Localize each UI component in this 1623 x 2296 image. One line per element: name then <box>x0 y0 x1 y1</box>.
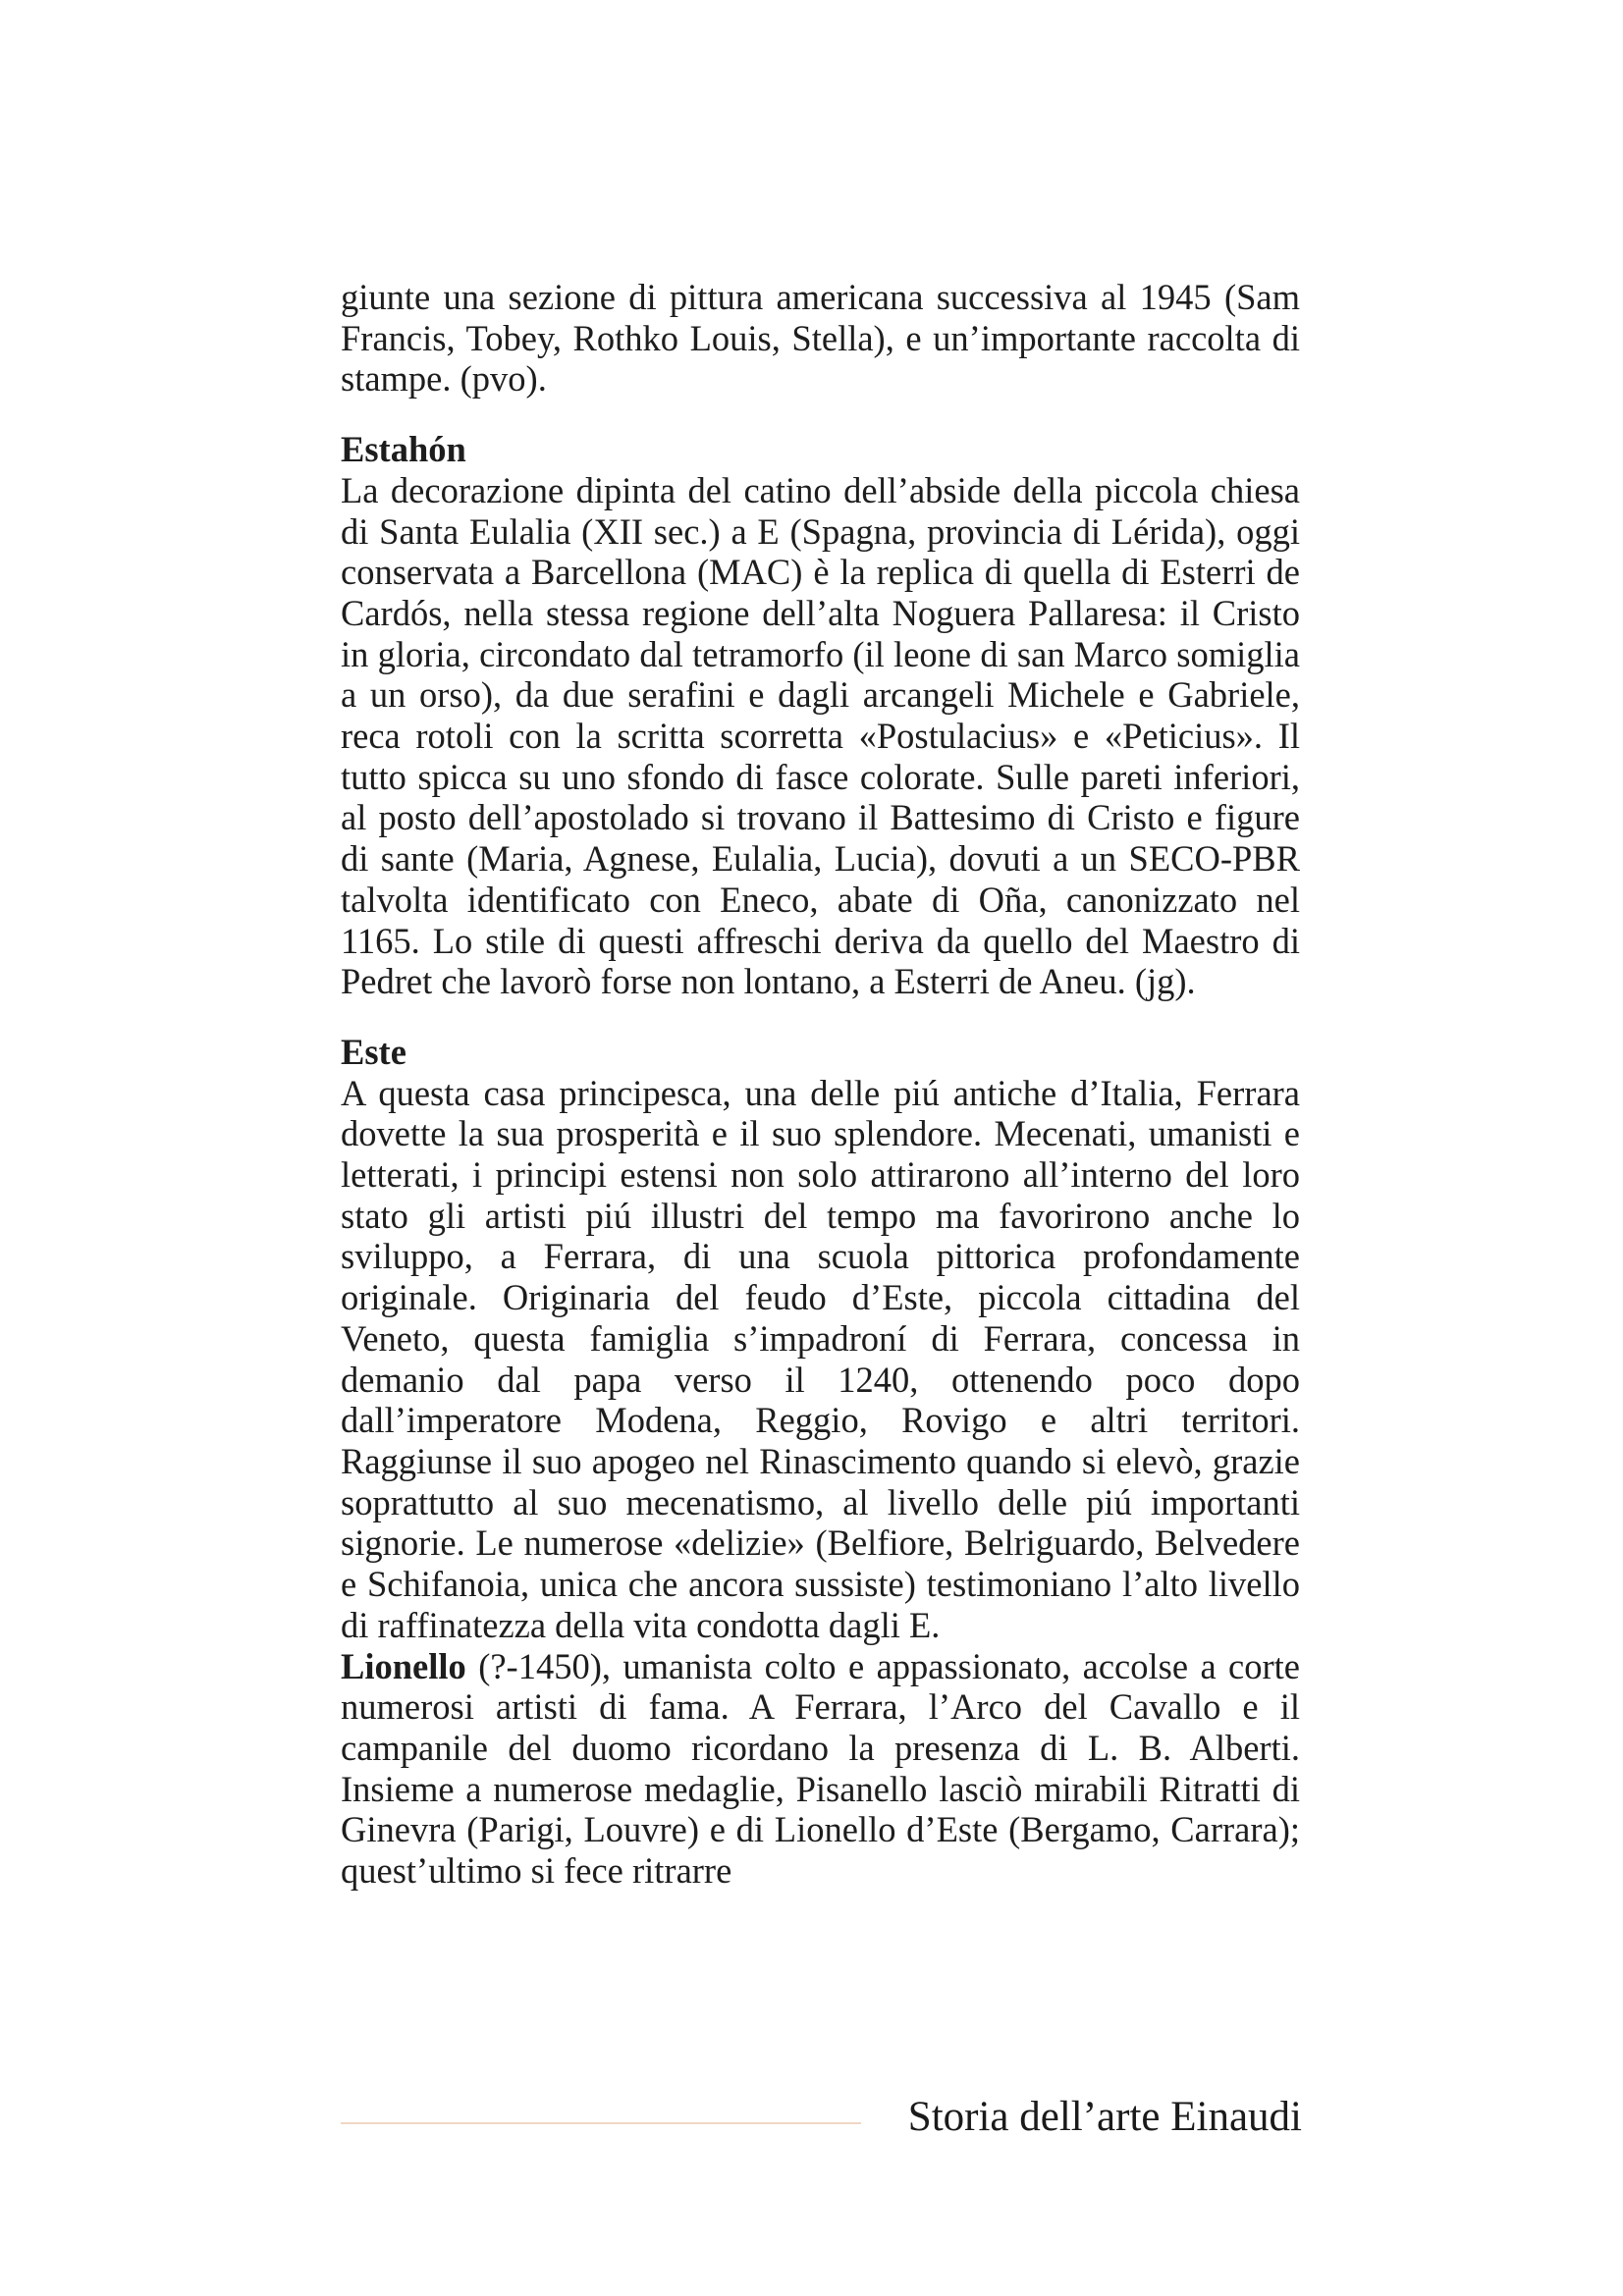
footer-rule <box>341 2122 861 2124</box>
footer-title: Storia dell’arte Einaudi <box>907 2094 1302 2140</box>
spacer <box>341 400 1300 429</box>
subentry-name: Lionello <box>341 1645 466 1686</box>
text-column <box>341 277 1300 1892</box>
intro-paragraph: giunte una sezione di pittura americana successiva al 1945 (Sam Francis, Tobey, Rothko Louis, Stella), e un’importante raccolta di stampe. (pvo). <box>341 277 1300 400</box>
entry-heading-este: Este <box>341 1031 406 1072</box>
entry-body-estahon: La decorazione dipinta del catino dell’abside della piccola chiesa di Santa Eulalia (XII sec.) a E (Spagna, provincia di Lérida), oggi conservata a Barcellona (MAC) è la replica di quella di Esterri de Cardós, nella stessa regione dell’alta Noguera Pallaresa: il Cristo in gloria, circondato dal tetramorfo (il leone di san Marco somiglia a un orso), da due serafini e dagli arcangeli Michele e Gabriele, reca rotoli con la scritta scorretta «Postulacius» e «Peticius». Il tutto spicca su uno sfondo di fasce colorate. Sulle pareti inferiori, al posto dell’apostolado si trovano il Battesimo di Cristo e figure di sante (Maria, Agnese, Eulalia, Lucia), dovuti a un SECO-PBR talvolta identificato con Eneco, abate di Oña, canonizzato nel 1165. Lo stile di questi affreschi deriva da quello del Maestro di Pedret che lavorò forse non lontano, a Esterri de Aneu. (jg). <box>341 469 1300 1002</box>
subentry-text: (?-1450), umanista colto e appassionato, accolse a corte numerosi artisti di fama. A Ferrara, l’Arco del Cavallo e il campanile del duomo ricordano la presenza di L. B. Alberti. Insieme a numerose medaglie, Pisanello lasciò mirabili Ritratti di Ginevra (Parigi, Louvre) e di Lionello d’Este (Bergamo, Carrara); quest’ultimo si fece ritrarre <box>341 1645 1300 1892</box>
entry-heading-estahon: Estahón <box>341 429 466 470</box>
entry-body-este: A questa casa principesca, una delle piú antiche d’Italia, Ferrara dovette la sua prosperità e il suo splendore. Mecenati, umanisti e letterati, i principi estensi non solo attirarono all’interno del loro stato gli artisti piú illustri del tempo ma favorirono anche lo sviluppo, a Ferrara, di una scuola pittorica profondamente originale. Originaria del feudo d’Este, piccola cittadina del Veneto, questa famiglia s’impadroní di Ferrara, concessa in demanio dal papa verso il 1240, ottenendo poco dopo dall’imperatore Modena, Reggio, Rovigo e altri territori. Raggiunse il suo apogeo nel Rinascimento quando si elevò, grazie soprattutto al suo mecenatismo, al livello delle piú importanti signorie. Le numerose «delizie» (Belfiore, Belriguardo, Belvedere e Schifanoia, unica che ancora sussiste) testimoniano l’alto livello di raffinatezza della vita condotta dagli E. <box>341 1072 1300 1645</box>
spacer <box>341 1002 1300 1032</box>
subentry-lionello <box>341 1646 1300 1892</box>
